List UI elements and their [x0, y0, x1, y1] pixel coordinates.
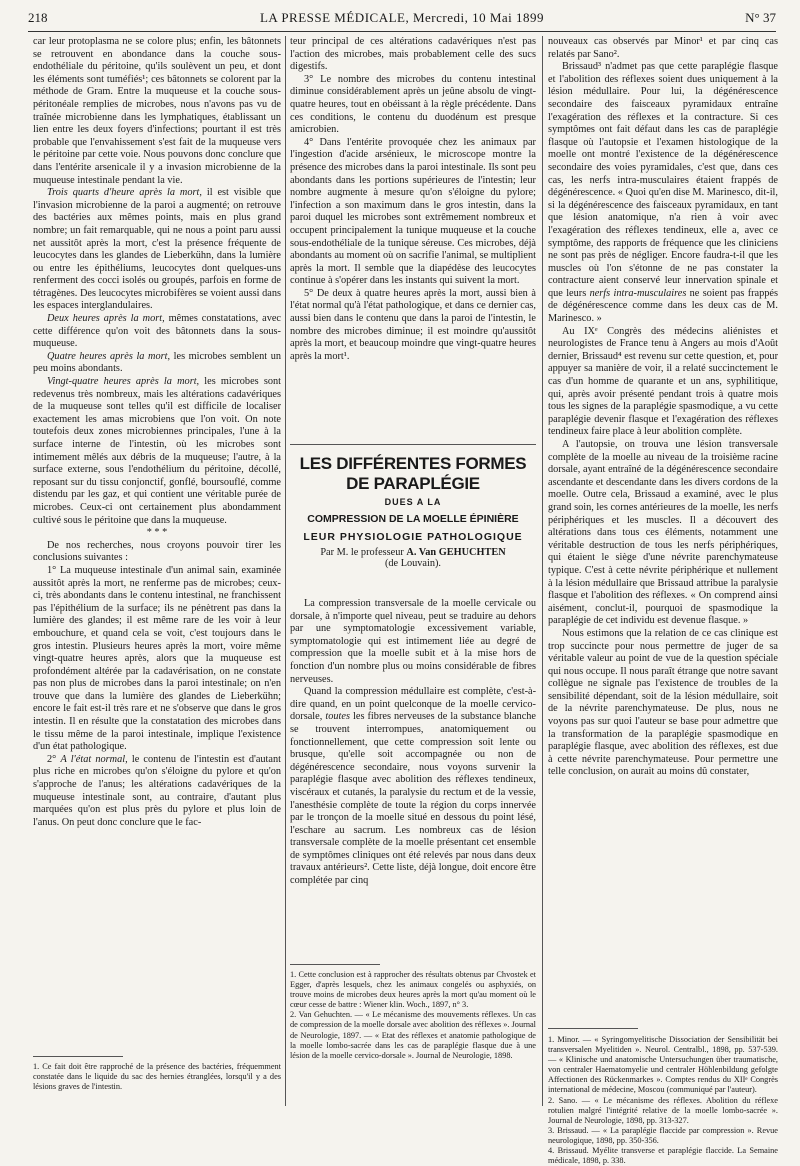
footnote: 1. Minor. — « Syringomyelitische Dissociation der Sensibilität bei transversalen Myelitiden ». Neurol. Centralbl., 1898, pp. 537-539. — « Klinische und anatomische Untersuchungen über traumatische, von centraler Haematomyelie und centraler Höhlenbildung gefolgte Affectionen des Rückenmarkes ». Comptes rendus du XIIᵉ Congrès international de médecine, Moscou (communiqué par l'auteur). — [548, 1035, 778, 1095]
paragraph-text: les microbes sont redevenus très nombreux, mais les altérations cadavériques de la muqueuse sont telles qu'il est difficile de localiser exactement les amas microbiens que l'on voit. On note toutefois deux zones microbiennes principales, l'une à la surface interne de l'intestin, où les microbes sont intimement mêlés aux débris de la muqueuse; l'autre, à la surface externe, sous l'endothélium du péritoine, décollé, reposant sur du tissu conjonctif, gonflé, boursouflé, comme distendu par les gaz, et qui contient une véritable purée de microbes. Ceux-ci ont certainement plus abondamment cultivé sous le péritoine que dans la muqueuse. — [33, 376, 281, 526]
paragraph — [548, 61, 778, 325]
paragraph: A l'autopsie, on trouva une lésion transversale complète de la moelle au niveau de la troisième racine dorsale, ayant entraîné de la dégénérescence secondaire ascendante et descendante dans les divers cordons de la moelle. Outre cela, Brissaud a examiné, avec le plus grand soin, les cornes antérieures de la moelle, les nerfs périphériques et les muscles. Il a découvert des altérations dans tous ces éléments, notamment une véritable destruction de tous les nerfs périphériques, qui étaient le siège d'une névrite parenchymateuse typique. C'est à cette névrite périphérique et nullement à la lésion médullaire que Brissaud attribue la paralysie flasque et l'abolition des réflexes. « On comprend ainsi aisément, conclut-il, pourquoi de spasmodique la paraplégie de cet individu est devenue flasque. » — [548, 439, 778, 627]
article-heading — [290, 448, 536, 569]
italic-phrase: Vingt-quatre heures après la mort, — [47, 376, 200, 388]
paragraph — [33, 376, 281, 527]
paragraph — [33, 351, 281, 376]
paragraph — [33, 754, 281, 830]
footnote: 1. Cette conclusion est à rapprocher des résultats obtenus par Chvostek et Egger, d'après lesquels, chez les animaux congelés ou asphyxiés, on trouve moins de microbes deux heures après la mort qu'au moment où le cœur cesse de battre : Wiener klin. Woch., 1897, n° 3. — [290, 970, 536, 1010]
article-title-connector: DUES A LA — [384, 497, 442, 507]
paragraph-text: le contenu de l'intestin est d'autant plus riche en microbes qu'on s'éloigne du pylore et qu'on s'approche de l'anus; les altérations cadavériques de la muqueuse intestinale sont, au contraire, d'autant plus marquées qu'on est plus près du pylore et plus loin de l'anus. On peut donc conclure que le fac- — [33, 753, 282, 828]
italic-phrase: nerfs intra-musculaires — [589, 287, 687, 299]
paragraph: Nous estimons que la relation de ce cas clinique est trop succincte pour nous permettre de juger de sa véritable valeur au point de vue de la question spéciale qui nous occupe. Il nous paraît étrange que notre savant collègue ne signale pas l'existence de troubles de la sensibilité dépendant, soit de la lésion médullaire, soit de la névrite parenchymateuse. De plus, nous ne voyons pas sur quoi l'auteur se base pour admettre que la transformation de la paraplégie spasmodique en paraplégie flasque, avec abolition des réflexes, est due à cette névrite parenchymateuse. Pour permettre une telle conclusion, on aurait au moins dû constater, — [548, 627, 778, 778]
journal-title: LA PRESSE MÉDICALE, Mercredi, 10 Mai 1899 — [259, 10, 545, 25]
footnote: 2. Sano. — « Le mécanisme des réflexes. Abolition du réflexe rotulien malgré l'intégrité relative de la moelle lombo-sacrée ». Journal de Neurologie, 1898, pp. 313-327. — [548, 1095, 778, 1125]
page-number: 218 — [28, 10, 48, 25]
column-2-top — [290, 36, 536, 476]
paragraph — [33, 313, 281, 351]
byline-prefix: Par M. le professeur — [320, 547, 407, 558]
paragraph: 1° La muqueuse intestinale d'un animal sain, examinée aussitôt après la mort, ne renferme pas de microbes; ceux-ci, très abondants dans le contenu intestinal, ne franchissent pas l'épithélium de la surface; ils ne pénètrent pas dans la lumière des glandes; il est même rare de les voir à leur embouchure, et quand cela se voit, c'est toujours dans le gros intestin. Plusieurs heures après la mort, voire même vingt-quatre heures après, alors que la muqueuse est profondément altérée par la cadavérisation, on ne constate pas non plus de microbes dans la paroi intestinale; on n'en trouve que dans la lumière des glandes de Lieberkühn; encore le fait est-il très rare et ne s'observe que dans le gros intestin. Il en résulte que la constatation des microbes dans le tissu même de la paroi intestinale, implique l'existence d'un état pathologique. — [33, 564, 281, 753]
paragraph: Au IXᵉ Congrès des médecins aliénistes et neurologistes de France tenu à Angers au mois d'Août dernier, Brissaud⁴ est revenu sur cette question, et, pour appuyer sa manière de voir, il a relaté succinctement le cas d'un homme de quarante et un ans, syphilitique, qui, après avoir présenté pendant trois à quatre mois tous les signes de la paraplégie spasmodique, a vu cette paraplégie devenir flasque et l'exagération des réflexes tendineux faire place à leur abolition complète. — [548, 325, 778, 438]
paragraph — [33, 187, 281, 313]
column-1 — [33, 36, 281, 1042]
article-separator-rule — [290, 444, 536, 445]
author-affiliation: (de Louvain). — [384, 558, 442, 569]
header-rule — [28, 31, 776, 32]
column-3 — [548, 36, 778, 1102]
footnote: 4. Brissaud. Myélite transverse et paraplégie flaccide. La Semaine médicale, 1898, p. 338. — [548, 1146, 778, 1166]
article-subtitle: COMPRESSION DE LA MOELLE ÉPINIÈRE — [307, 513, 519, 525]
footnote-rule — [290, 964, 380, 965]
paragraph-text: mêmes constatations, avec cette différence qu'on voit des bâtonnets dans la sous-muqueuse. — [33, 313, 281, 350]
paragraph-text: les microbes semblent un peu moins abondants. — [33, 350, 281, 375]
paragraph-text: Brissaud³ n'admet pas que cette paraplégie flasque et l'abolition des réflexes soient dues uniquement à la lésion médullaire. Pour lui, la dégénérescence secondaire des faisceaux pyramidaux entraîne l'exagération des réflexes et la contracture. Si ces symptômes ont fait défaut dans les cas de paraplégie flasque où l'autopsie et l'examen histologique de la moelle ont montré l'existence de la dégénérescence secondaire des voies pyramidales, c'est que, dans ces cas, les nerfs intra-musculaires étaient frappés de dégénérescence. « Quoi qu'en dise M. Marinesco, dit-il, si la dégénérescence des faisceaux pyramidaux, en tant que lésion anatomique, n'a rien à voir avec l'exagération des réflexes tendineux, elle a, avec ce symptôme, des rapports de fréquence que les cliniciens ne sont pas près de négliger. Encore faudra-t-il que les muscles où l'on s'étonne de ne pas constater la contracture aient conservé leur innervation spinale et que leurs — [548, 61, 778, 299]
paragraph: car leur protoplasma ne se colore plus; enfin, les bâtonnets se retrouvent en abondance dans la couche sous-endothéliale du péritoine, qu'ils soulèvent un peu, et dont les éléments sont tuméfiés¹; ces bâtonnets se colorent par la méthode de Gram. Entre la muqueuse et la couche sous-péritonéale remplies de microbes, nous n'avons pas vu de traînée microbienne dans les lymphatiques, établissant un lien entre les deux foyers d'infections; pourtant il est très probable que l'envahissement s'est fait de la muqueuse vers le péritoine par cette voie. Nous pouvons donc conclure que dans l'entérite arsenicale il y a invasion microbienne de la muqueuse intestinale pendant la vie. — [33, 36, 281, 186]
author-name: A. Van GEHUCHTEN — [406, 547, 506, 558]
italic-phrase: A l'état normal, — [60, 753, 128, 765]
article-body — [290, 598, 536, 950]
article-byline — [290, 547, 536, 558]
paragraph: nouveaux cas observés par Minor¹ et par cinq cas relatés par Sano². — [548, 36, 778, 60]
paragraph-number: 2° — [47, 753, 61, 765]
issue-number: N° 37 — [745, 10, 776, 25]
paragraph: teur principal de ces altérations cadavériques n'est pas l'action des microbes, mais probablement celle des sucs digestifs. — [290, 36, 536, 73]
italic-phrase: Quatre heures après la mort, — [47, 350, 171, 362]
italic-phrase: toutes — [325, 711, 350, 723]
article-title: LES DIFFÉRENTES FORMES DE PARAPLÉGIE — [299, 454, 527, 493]
footnotes-column-2 — [290, 970, 536, 1110]
paragraph: De nos recherches, nous croyons pouvoir tirer les conclusions suivantes : — [33, 539, 281, 564]
paragraph-text: ne soient pas frappés de dégénérescence comme dans les deux cas de M. Marinesco. » — [548, 287, 779, 325]
footnotes-column-3 — [548, 1035, 778, 1166]
paragraph: 4° Dans l'entérite provoquée chez les animaux par l'ingestion d'acide arsénieux, le microscope montre la présence des microbes dans la paroi intestinale. Ils sont peu abondants dans les portions supérieures de l'intestin; leur nombre augmente à mesure qu'on s'éloigne du pylore; l'infection a son maximum dans le gros intestin, dans la paroi duquel les microbes sont extrêmement nombreux et occupent principalement la tunique muqueuse et la couche sous-endothéliale de la tunique séreuse. Ces microbes, déjà abondants au moment où on sacrifie l'animal, se multiplient après la mort. Il semble que la diapédèse des leucocytes continue à s'opérer dans les instants qui suivent la mort. — [290, 136, 536, 287]
paragraph: 5° De deux à quatre heures après la mort, aussi bien à l'état normal qu'à l'état pathologique, et dans ce dernier cas, aussi bien dans le contenu que dans la paroi de l'intestin, le nombre des microbes diminue; il est moindre qu'aussitôt après la mort, et beaucoup moindre que vingt-quatre heures après la mort¹. — [290, 287, 536, 362]
column-divider — [285, 36, 286, 1106]
footnote: 3. Brissaud. — « La paraplégie flaccide par compression ». Revue neurologique, 1898, pp. 350-356. — [548, 1125, 778, 1145]
footnote-rule — [548, 1028, 638, 1029]
paragraph-text: les fibres nerveuses de la substance blanche se trouvent interrompues, anatomiquement ou fonctionnellement, que cette compression soit lente ou brusque, qu'elle soit accompagnée ou non de dégénérescence secondaire, nous voyons survenir la paraplégie flasque avec abolition des réflexes tendineux, viscéraux et cutanés, la paralysie du rectum et de la vessie, l'anesthésie complète de toute la région du corps innervée par le tronçon de la moelle situé en dessous du point lésé, l'eschare au sacrum. Les nombreux cas de lésion transversale complète de la moelle présentant cet ensemble de symptômes cliniques ont été relevés par nous dans deux travaux antérieurs². Cette liste, déjà longue, doit encore être complétée par cinq — [290, 711, 536, 887]
footnote: 2. Van Gehuchten. — « Le mécanisme des mouvements réflexes. Un cas de compression de la moelle dorsale avec abolition des réflexes ». Journal de Neurologie, 1897. — « Etat des réflexes et anatomie pathologique de la moelle lombo-sacrée dans les cas de paraplégie flasque due à une lésion de la moelle cervico-dorsale ». Journal de Neurologie, 1898. — [290, 1010, 536, 1060]
footnote-rule — [33, 1056, 123, 1057]
page-header — [28, 10, 776, 30]
paragraph-text: il est visible que l'invasion microbienne de la paroi a augmenté; on retrouve des bactéries aux mêmes points, mais en plus grand nombre; un fait remarquable, qui ne nous a point paru aussi net aussitôt après la mort, c'est la présence fréquente de leucocytes dans les glandes de Lieberkühn, dans la lumière ou entre les épithéliums, leucocytes dont quelques-uns renferment des cocci isolés ou groupés, parfois en forme de tétragènes. Des leucocytes microbifères se voient aussi dans les espaces interglandulaires. — [33, 187, 282, 312]
column-divider — [542, 36, 543, 1106]
paragraph — [290, 686, 536, 888]
section-separator: * * * — [146, 527, 168, 539]
footnote: 1. Ce fait doit être rapproché de la présence des bactéries, fréquemment constatée dans le liquide du sac des hernies étranglées, lorsqu'il y a des lésions graves de l'intestin. — [33, 1062, 281, 1092]
italic-phrase: Deux heures après la mort, — [47, 313, 165, 325]
italic-phrase: Trois quarts d'heure après la mort, — [47, 187, 202, 199]
article-subtitle-2: LEUR PHYSIOLOGIE PATHOLOGIQUE — [303, 531, 523, 543]
paragraph: 3° Le nombre des microbes du contenu intestinal diminue considérablement après un jeûne absolu de vingt-quatre heures, tout en obéissant à la règle précédente. Dans ces conditions, le contenu du duodénum est presque amicrobien. — [290, 73, 536, 136]
paragraph-text: Quand la compression médullaire est complète, c'est-à-dire quand, en un point quelconque de la moelle cervico-dorsale, — [290, 686, 536, 723]
paragraph: La compression transversale de la moelle cervicale ou dorsale, à n'importe quel niveau, peut se traduire au dehors par une symptomatologie excessivement variable, symptomatologie qui est intimement liée au degré de compression que la moelle subit et à la mise hors de fonction d'un nombre plus ou moins considérable de fibres nerveuses. — [290, 598, 536, 685]
